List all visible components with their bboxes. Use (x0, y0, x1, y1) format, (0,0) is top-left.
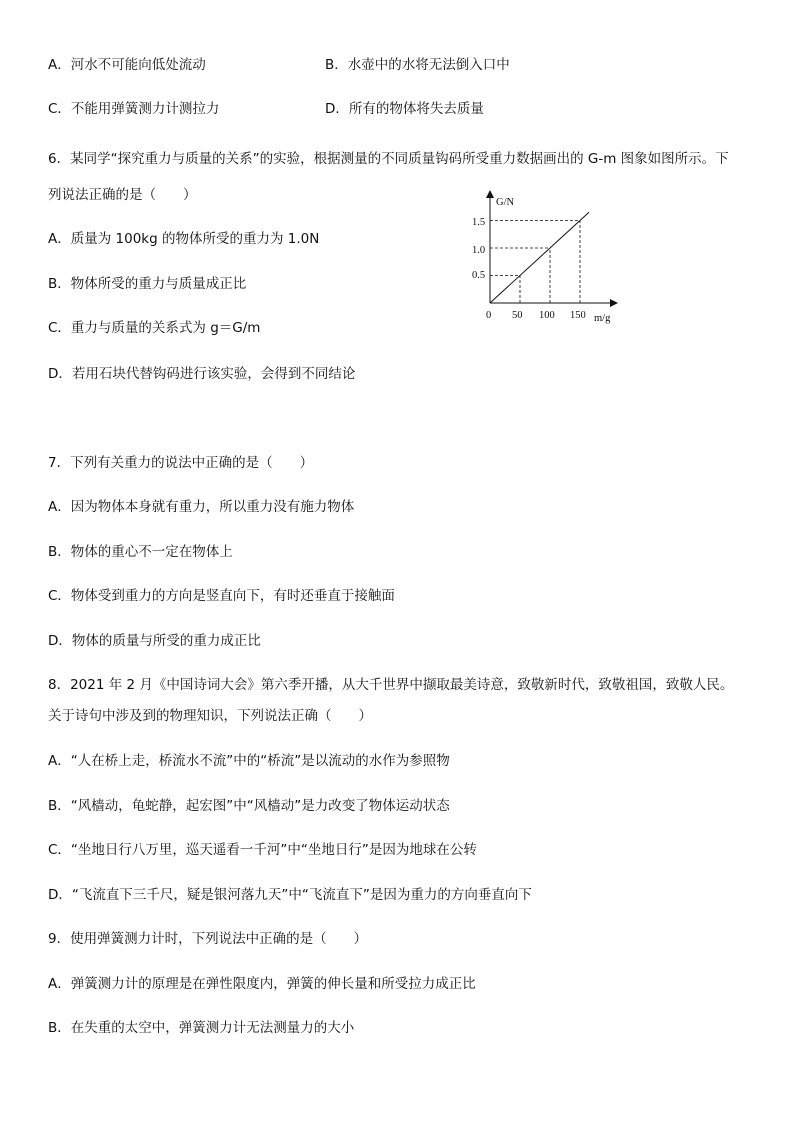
q7-option-d: D．物体的质量与所受的重力成正比 (48, 633, 261, 649)
q9-stem: 9．使用弹簧测力计时，下列说法中正确的是（ ） (48, 931, 368, 947)
q5-option-b: B．水壶中的水将无法倒入口中 (325, 57, 510, 73)
q7-option-c: C．物体受到重力的方向是竖直向下，有时还垂直于接触面 (48, 588, 395, 604)
q8-option-a: A．“人在桥上走，桥流水不流”中的“桥流”是以流动的水作为参照物 (48, 753, 450, 769)
q8-stem-line-1: 8．2021 年 2 月《中国诗词大会》第六季开播，从大千世界中撷取最美诗意，致敬新时代，致敬祖国，致敬人民。 (48, 677, 734, 693)
q8-stem-line-2: 关于诗句中涉及到的物理知识，下列说法正确（ ） (48, 708, 372, 724)
q6-option-c: C．重力与质量的关系式为 g＝G/m (48, 320, 261, 336)
x-tick-50: 50 (512, 310, 523, 321)
y-axis-label: G/N (496, 197, 515, 208)
data-line (490, 212, 589, 303)
q6-option-d: D．若用石块代替钩码进行该实验，会得到不同结论 (48, 366, 356, 382)
q6-option-b: B．物体所受的重力与质量成正比 (48, 276, 247, 292)
q7-option-a: A．因为物体本身就有重力，所以重力没有施力物体 (48, 499, 355, 515)
y-tick-1.0: 1.0 (472, 245, 486, 256)
x-tick-100: 100 (539, 310, 555, 321)
q8-option-b: B．“风樯动，龟蛇静，起宏图”中“风樯动”是力改变了物体运动状态 (48, 798, 450, 814)
g-m-graph (448, 188, 628, 328)
q6-stem-line-1: 6．某同学“探究重力与质量的关系”的实验，根据测量的不同质量钩码所受重力数据画出的 G-m 图象如图所示。下 (48, 151, 729, 167)
q9-option-a: A．弹簧测力计的原理是在弹性限度内，弹簧的伸长量和所受拉力成正比 (48, 976, 476, 992)
q5-option-a: A．河水不可能向低处流动 (48, 57, 206, 73)
q7-option-b: B．物体的重心不一定在物体上 (48, 544, 233, 560)
q6-stem-line-2: 列说法正确的是（ ） (48, 187, 197, 203)
q8-option-c: C．“坐地日行八万里，巡天遥看一千河”中“坐地日行”是因为地球在公转 (48, 842, 477, 858)
x-axis-label: m/g (594, 313, 611, 324)
q8-option-d: D．“飞流直下三千尺，疑是银河落九天”中“飞流直下”是因为重力的方向垂直向下 (48, 887, 532, 903)
q6-option-a: A．质量为 100kg 的物体所受的重力为 1.0N (48, 231, 320, 247)
q5-option-c: C．不能用弹簧测力计测拉力 (48, 101, 220, 117)
q5-option-d: D．所有的物体将失去质量 (325, 101, 484, 117)
q9-option-b: B．在失重的太空中，弹簧测力计无法测量力的大小 (48, 1020, 355, 1036)
y-tick-0.5: 0.5 (472, 270, 486, 281)
x-tick-150: 150 (570, 310, 586, 321)
origin-label: 0 (486, 310, 492, 321)
q7-stem: 7．下列有关重力的说法中正确的是（ ） (48, 455, 314, 471)
y-tick-1.5: 1.5 (472, 217, 486, 228)
